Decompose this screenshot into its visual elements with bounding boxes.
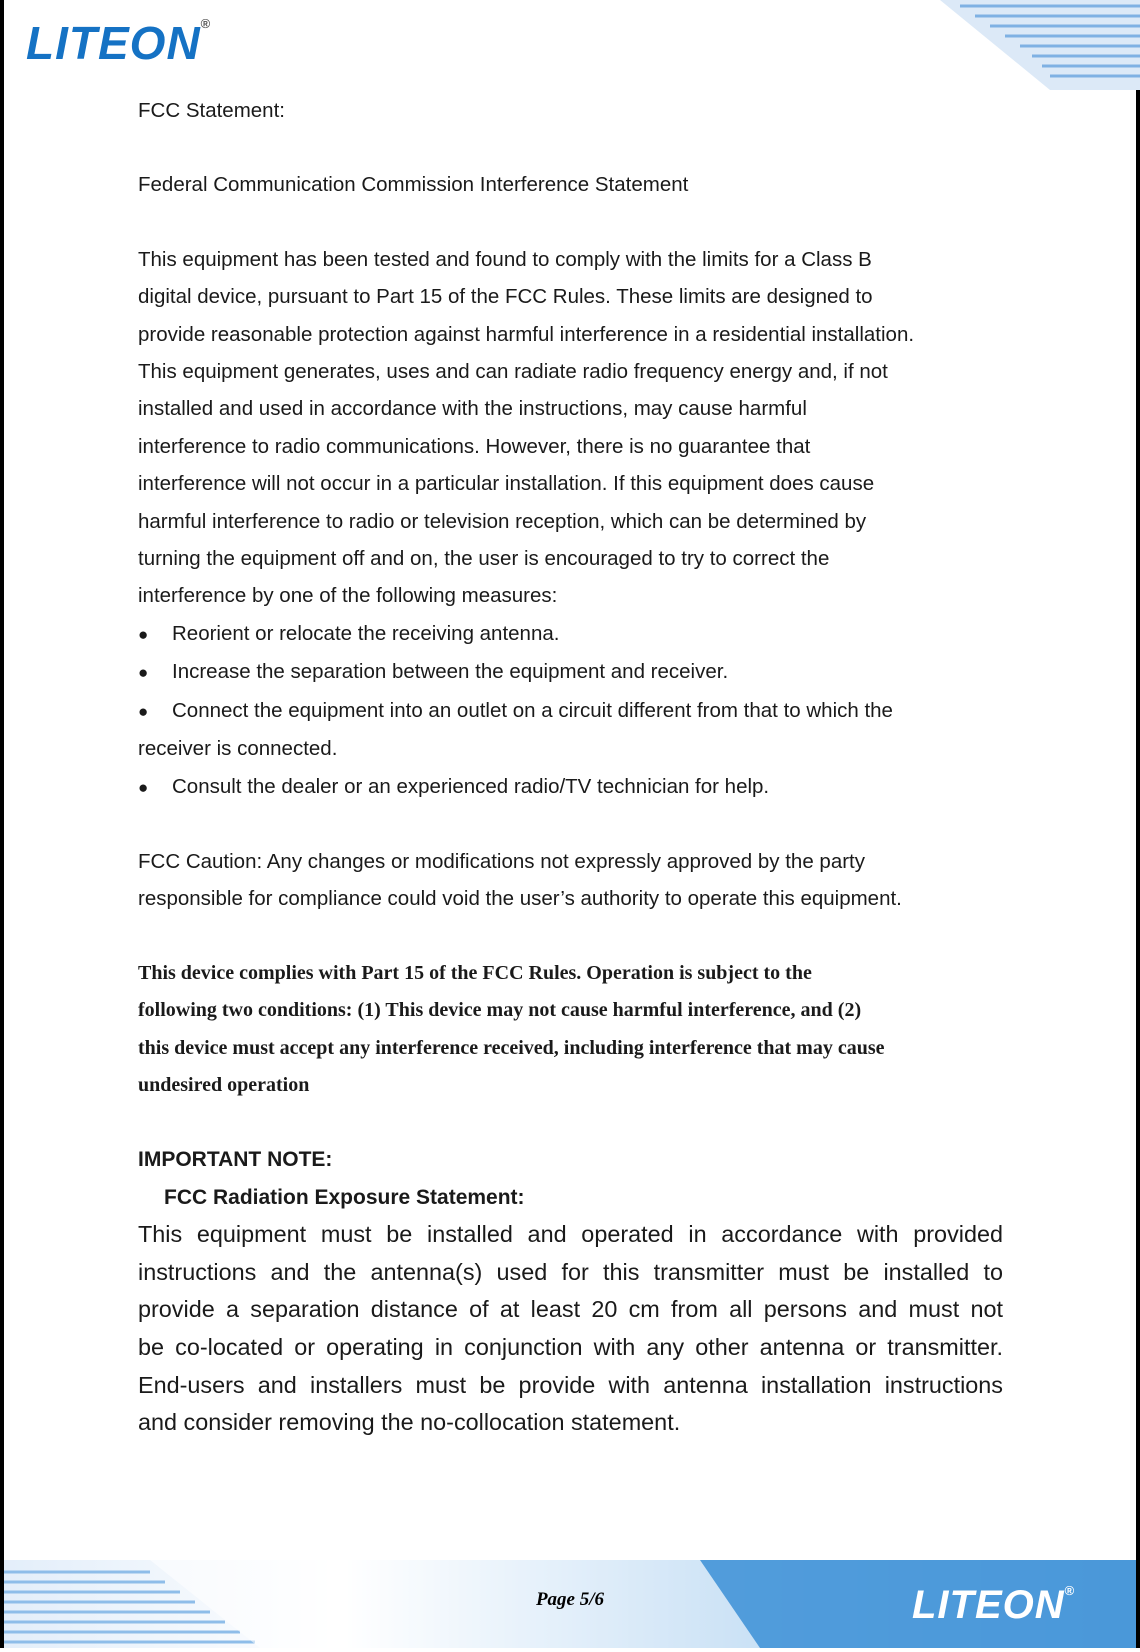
page-number: Page 5/6 — [535, 1589, 605, 1610]
paragraph-line: harmful interference to radio or television reception, which can be determined by — [138, 509, 867, 533]
radiation-line: instructions and the antenna(s) used for this transmitter must be installed to — [138, 1258, 1003, 1285]
list-item: ● Increase the separation between the equipment and receiver. — [138, 653, 1003, 691]
list-item: ● Connect the equipment into an outlet on a circuit different from that to which the — [138, 692, 1003, 730]
bullet-icon: ● — [138, 624, 149, 644]
paragraph-line: turning the equipment off and on, the user is encouraged to try to correct the — [138, 547, 830, 571]
list-item-continuation: receiver is connected. — [138, 737, 338, 761]
fcc-caution — [138, 843, 1003, 918]
paragraph-line: This equipment has been tested and found to comply with the limits for a Class B — [138, 247, 872, 271]
radiation-line: End-users and installers must be provide with antenna installation instructions — [138, 1371, 1003, 1398]
bullet-icon: ● — [138, 701, 149, 721]
corner-stripes-decoration — [920, 0, 1140, 90]
fcc-statement-heading: FCC Statement: — [138, 99, 285, 122]
radiation-exposure-paragraph — [138, 1216, 1003, 1442]
paragraph-line: interference to radio communications. However, there is no guarantee that — [138, 434, 811, 458]
list-item: ● Consult the dealer or an experienced radio/TV technician for help. — [138, 768, 1003, 806]
paragraph-line: provide reasonable protection against harmful interference in a residential installation. — [138, 322, 915, 346]
compliance-line: undesired operation — [138, 1073, 310, 1096]
radiation-line: This equipment must be installed and operated in accordance with provided — [138, 1221, 1003, 1248]
caution-line: FCC Caution: Any changes or modifications not expressly approved by the party — [138, 849, 865, 873]
paragraph-line: interference by one of the following measures: — [138, 584, 558, 608]
liteon-logo-top: LITEON® — [26, 16, 212, 69]
liteon-logo-bottom: LITEON® — [912, 1583, 1076, 1627]
bullet-icon: ● — [138, 663, 149, 683]
interference-paragraph — [138, 241, 1003, 615]
fcc-interference-title: Federal Communication Commission Interference Statement — [138, 173, 689, 197]
important-note-heading: IMPORTANT NOTE: — [138, 1148, 333, 1172]
caution-line: responsible for compliance could void the user’s authority to operate this equipment. — [138, 887, 902, 911]
paragraph-line: This equipment generates, uses and can radiate radio frequency energy and, if not — [138, 360, 888, 384]
paragraph-line: interference will not occur in a particular installation. If this equipment does cause — [138, 472, 875, 496]
list-item: ● Reorient or relocate the receiving antenna. — [138, 615, 1003, 653]
compliance-statement — [138, 955, 1003, 1105]
compliance-line: this device must accept any interference received, including interference that may cause — [138, 1036, 885, 1059]
radiation-line: provide a separation distance of at least 20 cm from all persons and must not — [138, 1296, 1003, 1323]
radiation-line: and consider removing the no-collocation statement. — [138, 1409, 681, 1436]
radiation-line: be co-located or operating in conjunction with any other antenna or transmitter. — [138, 1333, 1003, 1360]
compliance-line: following two conditions: (1) This device may not cause harmful interference, and (2) — [138, 999, 862, 1022]
compliance-line: This device complies with Part 15 of the FCC Rules. Operation is subject to the — [138, 961, 812, 984]
paragraph-line: installed and used in accordance with the instructions, may cause harmful — [138, 397, 807, 421]
paragraph-line: digital device, pursuant to Part 15 of the FCC Rules. These limits are designed to — [138, 285, 873, 309]
document-body — [138, 92, 1003, 1442]
measures-list — [138, 615, 1003, 806]
radiation-exposure-title: FCC Radiation Exposure Statement: — [164, 1185, 525, 1209]
bullet-icon: ● — [138, 777, 149, 797]
